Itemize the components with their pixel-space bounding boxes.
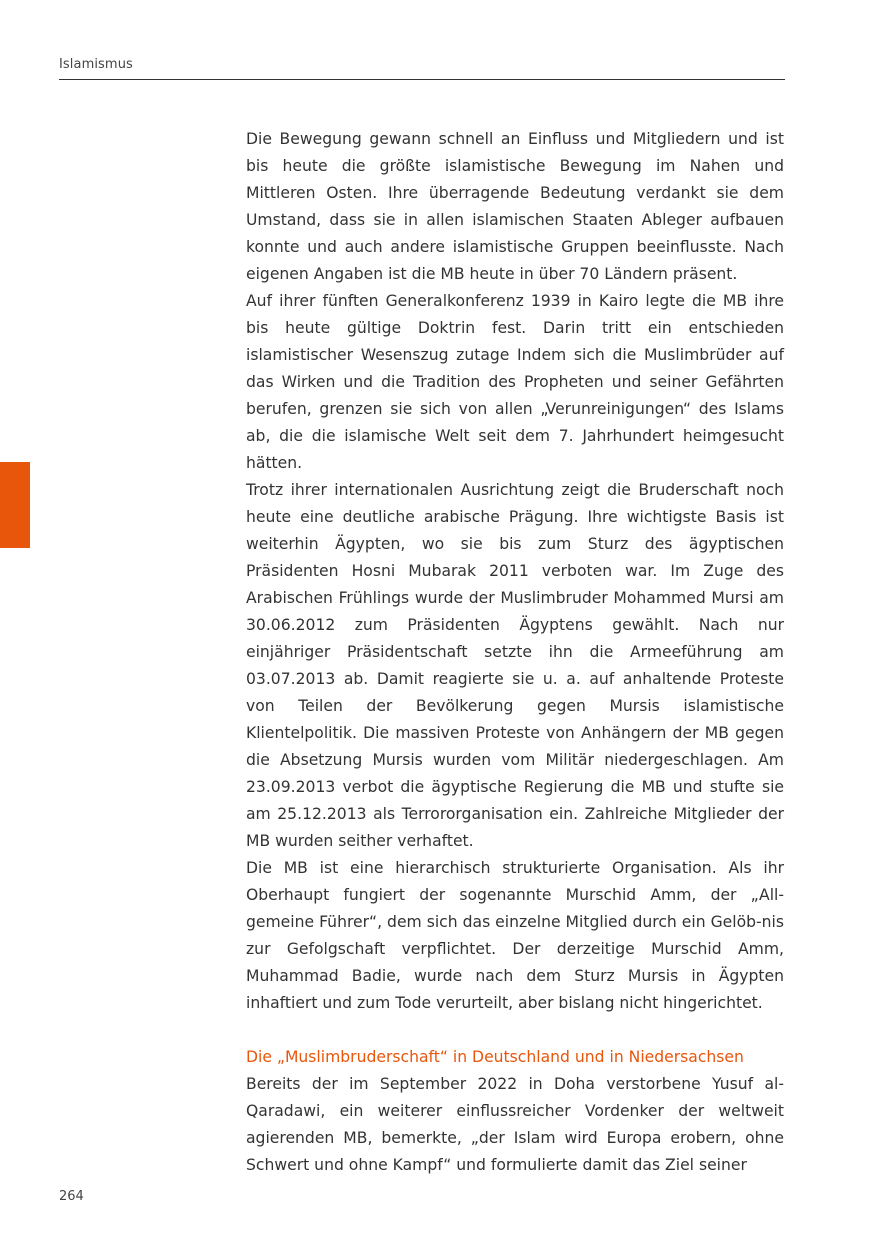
chapter-marker-tab: [0, 462, 30, 548]
section-heading: Die „Muslimbruderschaft“ in Deutschland und in Niedersachsen: [246, 1048, 744, 1066]
running-header: Islamismus: [59, 57, 133, 72]
body-paragraph: Bereits der im September 2022 in Doha verstorbene Yusuf al-Qaradawi, ein weiterer einflussreicher Vordenker der weltweit agierenden MB, bemerkte, „der Islam wird Europa erobern, ohne Schwert und ohne Kampf“ und formulierte damit das Ziel seiner: [246, 1075, 784, 1174]
page-number: 264: [59, 1189, 84, 1204]
body-paragraph: Auf ihrer fünften Generalkonferenz 1939 in Kairo legte die MB ihre bis heute gültige Doktrin fest. Darin tritt ein entschieden islamistischer Wesenszug zutage Indem sich die Muslimbrüder auf das Wirken und die Tradition des Propheten und seiner Gefährten berufen, grenzen sie sich von allen „Verunreinigungen“ des Islams ab, die die islamische Welt seit dem 7. Jahrhundert heimgesucht hätten.: [246, 292, 784, 472]
header-divider: [59, 79, 785, 80]
body-paragraph: Trotz ihrer internationalen Ausrichtung zeigt die Bruderschaft noch heute eine deutliche arabische Prägung. Ihre wichtigste Basis ist weiterhin Ägypten, wo sie bis zum Sturz des ägyptischen Präsidenten Hosni Mubarak 2011 verboten war. Im Zuge des Arabischen Frühlings wurde der Muslimbruder Mohammed Mursi am 30.06.2012 zum Präsidenten Ägyptens gewählt. Nach nur einjähriger Präsidentschaft setzte ihn die Armeeführung am 03.07.2013 ab. Damit reagierte sie u. a. auf anhaltende Proteste von Teilen der Bevölkerung gegen Mursis islamistische Klientelpolitik. Die massiven Proteste von Anhängern der MB gegen die Absetzung Mursis wurden vom Militär niedergeschlagen. Am 23.09.2013 verbot die ägyptische Regierung die MB und stufte sie am 25.12.2013 als Terrororganisation ein. Zahlreiche Mitglieder der MB wurden seither verhaftet.: [246, 481, 784, 850]
main-text-column: [246, 126, 784, 1179]
body-paragraph: Die Bewegung gewann schnell an Einfluss und Mitgliedern und ist bis heute die größte islamistische Bewegung im Nahen und Mittleren Osten. Ihre überragende Bedeutung verdankt sie dem Umstand, dass sie in allen islamischen Staaten Ableger aufbauen konnte und auch andere islamistische Gruppen beeinflusste. Nach eigenen Angaben ist die MB heute in über 70 Ländern präsent.: [246, 130, 784, 283]
body-paragraph: Die MB ist eine hierarchisch strukturierte Organisation. Als ihr Oberhaupt fungiert der sogenannte Murschid Amm, der „All-gemeine Führer“, dem sich das einzelne Mitglied durch ein Gelöb-nis zur Gefolgschaft verpflichtet. Der derzeitige Murschid Amm, Muhammad Badie, wurde nach dem Sturz Mursis in Ägypten inhaftiert und zum Tode verurteilt, aber bislang nicht hingerichtet.: [246, 859, 784, 1012]
